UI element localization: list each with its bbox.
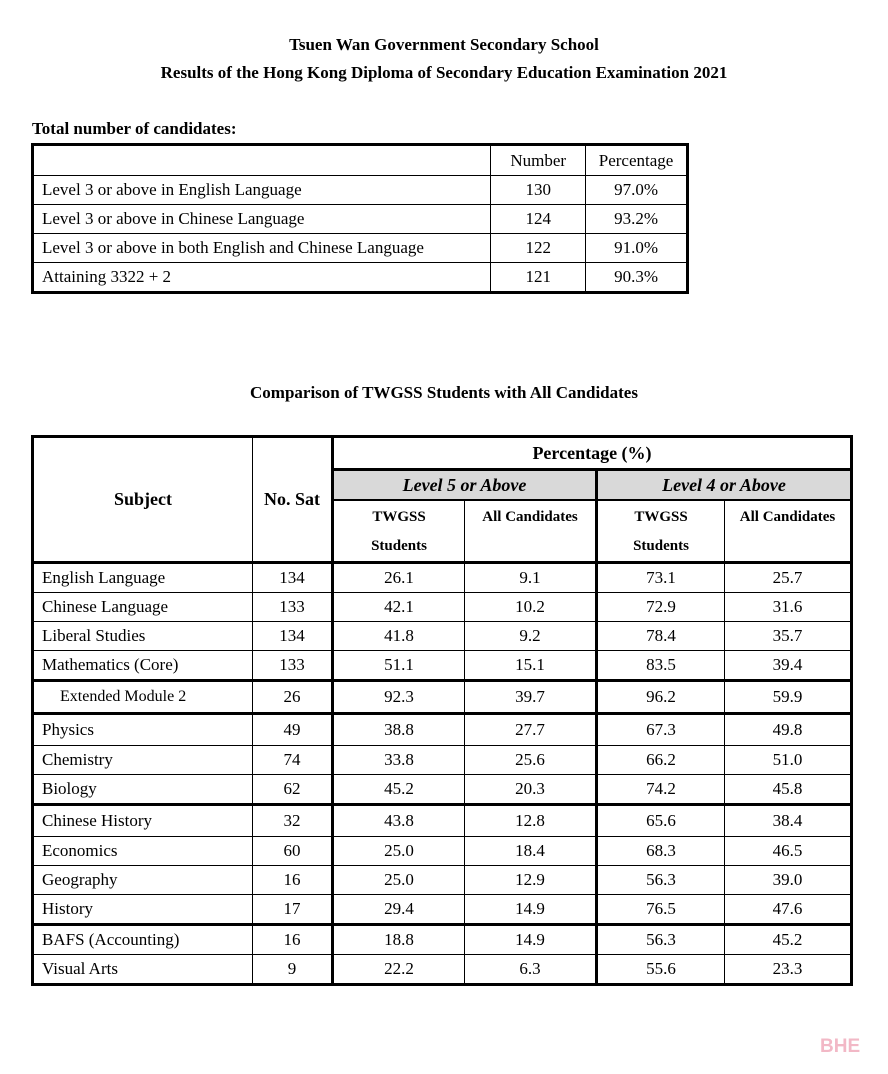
row-l4-twgss: 72.9 <box>597 593 725 622</box>
table-row <box>33 746 852 775</box>
table-row <box>33 775 852 805</box>
row-l5-all: 12.9 <box>465 866 597 895</box>
row-no-sat: 49 <box>253 714 333 746</box>
row-l5-twgss: 25.0 <box>333 866 465 895</box>
row-l4-twgss: 76.5 <box>597 895 725 925</box>
table-row <box>33 805 852 837</box>
table-row <box>33 955 852 985</box>
header-l5-all: All Candidates <box>465 500 597 563</box>
row-l4-twgss: 74.2 <box>597 775 725 805</box>
header-students-label: Students <box>633 538 689 554</box>
row-subject: Geography <box>33 866 253 895</box>
header-l4-all: All Candidates <box>725 500 852 563</box>
summary-header-blank <box>33 145 491 176</box>
summary-row <box>33 234 688 263</box>
row-l5-twgss: 18.8 <box>333 925 465 955</box>
summary-row-percentage: 93.2% <box>586 205 688 234</box>
row-no-sat: 60 <box>253 837 333 866</box>
row-no-sat: 62 <box>253 775 333 805</box>
row-l5-twgss: 22.2 <box>333 955 465 985</box>
summary-row-percentage: 97.0% <box>586 176 688 205</box>
row-l5-all: 18.4 <box>465 837 597 866</box>
row-l4-twgss: 73.1 <box>597 563 725 593</box>
row-l5-twgss: 26.1 <box>333 563 465 593</box>
comparison-table <box>31 435 853 986</box>
row-l4-all: 39.4 <box>725 651 852 681</box>
header-students-label: Students <box>371 538 427 554</box>
summary-header-row <box>33 145 688 176</box>
row-no-sat: 134 <box>253 563 333 593</box>
row-no-sat: 17 <box>253 895 333 925</box>
row-subject: English Language <box>33 563 253 593</box>
summary-row-number: 122 <box>491 234 586 263</box>
row-l5-all: 14.9 <box>465 895 597 925</box>
row-l5-all: 20.3 <box>465 775 597 805</box>
row-l5-all: 12.8 <box>465 805 597 837</box>
table-row <box>33 563 852 593</box>
summary-label: Total number of candidates: <box>32 119 237 138</box>
row-l4-twgss: 56.3 <box>597 925 725 955</box>
header-no-sat: No. Sat <box>253 437 333 563</box>
row-l4-twgss: 66.2 <box>597 746 725 775</box>
summary-row-percentage: 90.3% <box>586 263 688 293</box>
header-twgss-label: TWGSS <box>634 509 688 525</box>
row-subject: Liberal Studies <box>33 622 253 651</box>
row-l4-all: 31.6 <box>725 593 852 622</box>
row-subject: Visual Arts <box>33 955 253 985</box>
row-subject: Biology <box>33 775 253 805</box>
row-subject: Chinese History <box>33 805 253 837</box>
row-l4-all: 39.0 <box>725 866 852 895</box>
row-l4-twgss: 65.6 <box>597 805 725 837</box>
summary-col-percentage: Percentage <box>586 145 688 176</box>
comparison-header-row-1 <box>33 437 852 470</box>
header-l4-twgss <box>597 500 725 563</box>
summary-row-label: Level 3 or above in English Language <box>33 176 491 205</box>
row-l4-twgss: 96.2 <box>597 681 725 714</box>
document-subtitle: Results of the Hong Kong Diploma of Secondary Education Examination 2021 <box>160 63 728 82</box>
row-l5-all: 9.1 <box>465 563 597 593</box>
summary-row-label: Level 3 or above in both English and Chinese Language <box>33 234 491 263</box>
row-l4-all: 51.0 <box>725 746 852 775</box>
row-l4-all: 35.7 <box>725 622 852 651</box>
table-row <box>33 866 852 895</box>
header-level5: Level 5 or Above <box>333 470 597 501</box>
row-no-sat: 133 <box>253 651 333 681</box>
header-twgss-label: TWGSS <box>372 509 426 525</box>
row-l5-twgss: 51.1 <box>333 651 465 681</box>
row-l5-all: 39.7 <box>465 681 597 714</box>
row-l4-all: 38.4 <box>725 805 852 837</box>
comparison-title: Comparison of TWGSS Students with All Candidates <box>250 383 638 402</box>
watermark-logo: BHE <box>820 1036 861 1057</box>
summary-col-number: Number <box>491 145 586 176</box>
row-l5-twgss: 41.8 <box>333 622 465 651</box>
row-l4-twgss: 56.3 <box>597 866 725 895</box>
row-l4-all: 59.9 <box>725 681 852 714</box>
row-l5-twgss: 38.8 <box>333 714 465 746</box>
row-l5-twgss: 42.1 <box>333 593 465 622</box>
row-no-sat: 16 <box>253 866 333 895</box>
row-subject: History <box>33 895 253 925</box>
row-l5-all: 25.6 <box>465 746 597 775</box>
summary-row <box>33 205 688 234</box>
row-l5-twgss: 29.4 <box>333 895 465 925</box>
row-l4-all: 46.5 <box>725 837 852 866</box>
table-row <box>33 593 852 622</box>
summary-row-number: 124 <box>491 205 586 234</box>
summary-row-number: 121 <box>491 263 586 293</box>
row-l4-all: 45.8 <box>725 775 852 805</box>
row-l5-all: 15.1 <box>465 651 597 681</box>
row-l4-twgss: 78.4 <box>597 622 725 651</box>
table-row <box>33 895 852 925</box>
summary-table <box>31 143 689 294</box>
row-l5-twgss: 45.2 <box>333 775 465 805</box>
row-l4-twgss: 55.6 <box>597 955 725 985</box>
summary-row-label: Attaining 3322 + 2 <box>33 263 491 293</box>
header-subject: Subject <box>33 437 253 563</box>
row-l4-all: 25.7 <box>725 563 852 593</box>
row-l5-all: 27.7 <box>465 714 597 746</box>
table-row <box>33 925 852 955</box>
table-row <box>33 714 852 746</box>
header-level4: Level 4 or Above <box>597 470 852 501</box>
row-l5-twgss: 25.0 <box>333 837 465 866</box>
summary-row-label: Level 3 or above in Chinese Language <box>33 205 491 234</box>
row-l5-twgss: 43.8 <box>333 805 465 837</box>
row-l5-twgss: 92.3 <box>333 681 465 714</box>
summary-row-number: 130 <box>491 176 586 205</box>
summary-row-percentage: 91.0% <box>586 234 688 263</box>
row-subject: BAFS (Accounting) <box>33 925 253 955</box>
row-subject: Chemistry <box>33 746 253 775</box>
row-l5-all: 6.3 <box>465 955 597 985</box>
summary-row <box>33 176 688 205</box>
row-subject: Extended Module 2 <box>33 681 253 714</box>
header-percentage: Percentage (%) <box>333 437 852 470</box>
table-row <box>33 681 852 714</box>
row-subject: Physics <box>33 714 253 746</box>
row-l4-twgss: 68.3 <box>597 837 725 866</box>
row-l4-all: 49.8 <box>725 714 852 746</box>
row-no-sat: 133 <box>253 593 333 622</box>
row-l5-all: 9.2 <box>465 622 597 651</box>
header-l5-twgss <box>333 500 465 563</box>
summary-row <box>33 263 688 293</box>
row-no-sat: 9 <box>253 955 333 985</box>
row-subject: Chinese Language <box>33 593 253 622</box>
document-title: Tsuen Wan Government Secondary School <box>289 35 599 54</box>
row-subject: Economics <box>33 837 253 866</box>
row-no-sat: 26 <box>253 681 333 714</box>
row-no-sat: 134 <box>253 622 333 651</box>
table-row <box>33 622 852 651</box>
table-row <box>33 651 852 681</box>
row-no-sat: 74 <box>253 746 333 775</box>
row-l4-all: 45.2 <box>725 925 852 955</box>
row-l4-twgss: 83.5 <box>597 651 725 681</box>
table-row <box>33 837 852 866</box>
row-l5-all: 14.9 <box>465 925 597 955</box>
row-l4-twgss: 67.3 <box>597 714 725 746</box>
row-l5-twgss: 33.8 <box>333 746 465 775</box>
row-subject: Mathematics (Core) <box>33 651 253 681</box>
row-no-sat: 32 <box>253 805 333 837</box>
row-no-sat: 16 <box>253 925 333 955</box>
row-l5-all: 10.2 <box>465 593 597 622</box>
row-l4-all: 47.6 <box>725 895 852 925</box>
row-l4-all: 23.3 <box>725 955 852 985</box>
